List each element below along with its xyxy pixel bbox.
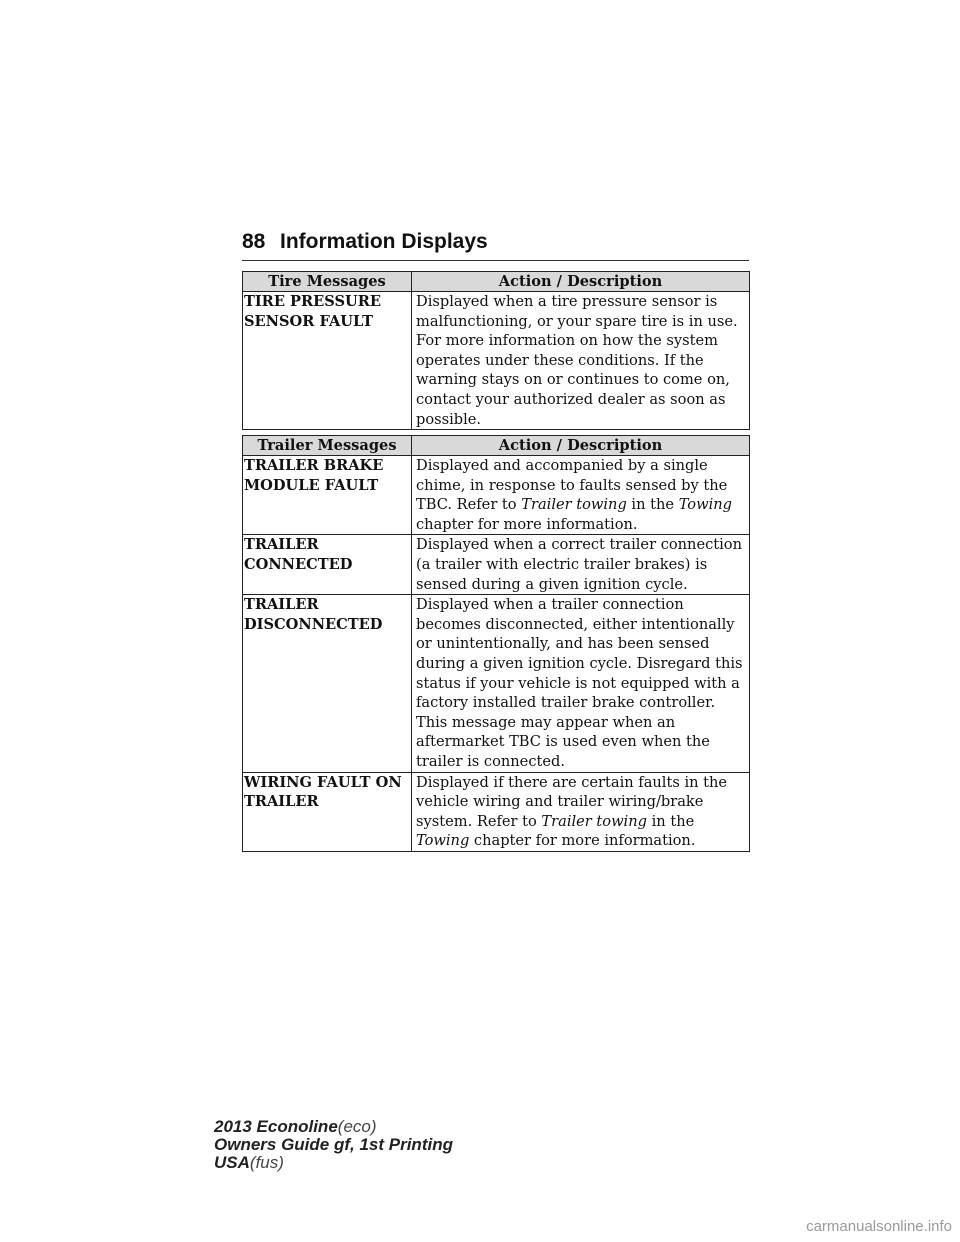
table-row [243,535,750,595]
page-number: 88 [242,230,266,253]
tire-messages-table [242,271,750,430]
footer-market-code: (fus) [249,1153,284,1172]
column-header-action-description: Action / Description [412,436,750,456]
message-description: Displayed and accompanied by a single chime, in response to faults sensed by the TBC. Refer to Trailer towing in the Towing chapter for more information. [412,456,750,535]
message-description: Displayed if there are certain faults in the vehicle wiring and trailer wiring/brake system. Refer to Trailer towing in the Towing chapter for more information. [412,772,750,851]
trailer-messages-table [242,435,750,852]
message-name: TIRE PRESSURE SENSOR FAULT [243,292,412,430]
footer-model-code: (eco) [337,1117,377,1136]
message-description: Displayed when a correct trailer connection (a trailer with electric trailer brakes) is sensed during a given ignition cycle. [412,535,750,595]
message-name: TRAILER DISCONNECTED [243,595,412,772]
message-description: Displayed when a trailer connection becomes disconnected, either intentionally or unintentionally, and has been sensed during a given ignition cycle. Disregard this status if your vehicle is not equipped with a factory installed trailer brake controller. This message may appear when an aftermarket TBC is used even when the trailer is connected. [412,595,750,772]
footer-guide-edition: Owners Guide gf, 1st Printing [214,1135,453,1154]
column-header-action-description: Action / Description [412,272,750,292]
message-name: TRAILER BRAKE MODULE FAULT [243,456,412,535]
table-row [243,292,750,430]
column-header-trailer-messages: Trailer Messages [243,436,412,456]
table-row [243,772,750,851]
document-footer [214,1118,453,1172]
message-name: WIRING FAULT ON TRAILER [243,772,412,851]
cross-reference-trailer-towing: Trailer towing [521,496,627,514]
message-description: Displayed when a tire pressure sensor is malfunctioning, or your spare tire is in use. For more information on how the system operates under these conditions. If the warning stays on or continues to come on, contact your authorized dealer as soon as possible. [412,292,750,430]
footer-market: USA [214,1153,250,1172]
cross-reference-trailer-towing: Trailer towing [541,812,647,830]
column-header-tire-messages: Tire Messages [243,272,412,292]
cross-reference-towing-chapter: Towing [416,832,470,850]
table-row [243,456,750,535]
table-row [243,595,750,772]
page-header [242,228,749,261]
watermark: carmanualsonline.info [806,1218,952,1235]
cross-reference-towing-chapter: Towing [678,496,732,514]
message-name: TRAILER CONNECTED [243,535,412,595]
page-title: Information Displays [280,230,488,253]
footer-model: 2013 Econoline [214,1117,338,1136]
